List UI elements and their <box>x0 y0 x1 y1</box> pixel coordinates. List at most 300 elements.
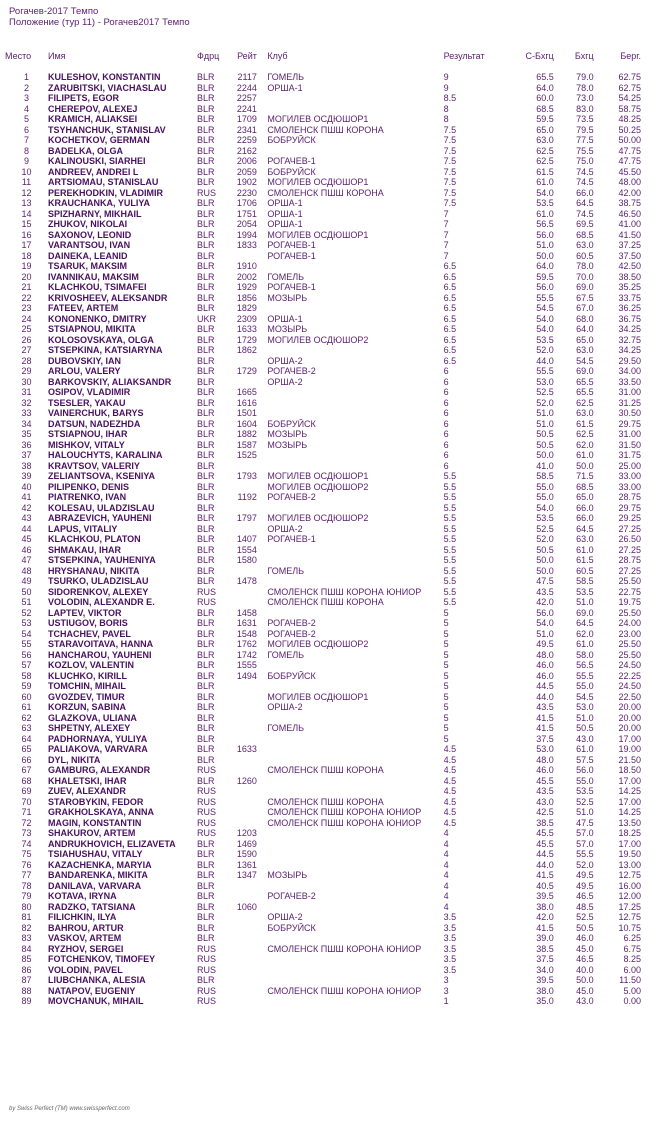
gap-cell <box>257 135 267 146</box>
place-cell: 57 <box>21 660 32 670</box>
cut-buchholz-cell: 51.0 <box>536 408 554 418</box>
buchholz-cell: 65.5 <box>576 376 594 387</box>
federation-cell: RUS <box>197 954 217 964</box>
name-cell: PILIPENKO, DENIS <box>48 481 130 492</box>
name-cell: VARANTSOU, IVAN <box>48 240 131 250</box>
score-cell: 6.5 <box>443 313 457 324</box>
name-cell: ZELIANTSOVA, KSENIYA <box>48 471 156 481</box>
table-row <box>5 93 641 104</box>
buchholz-cell: 58.5 <box>576 576 594 586</box>
rating-cell <box>232 461 257 472</box>
score-cell: 6 <box>443 460 449 471</box>
score-cell: 6.5 <box>443 355 457 366</box>
table-row <box>5 282 641 293</box>
table-row <box>5 597 641 608</box>
cut-buchholz-cell: 44.0 <box>536 859 554 870</box>
name-cell: KULESHOV, KONSTANTIN <box>48 72 161 82</box>
cut-buchholz-cell: 59.5 <box>536 271 554 282</box>
federation-cell: RUS <box>197 964 217 975</box>
buchholz-cell: 47.5 <box>576 817 594 828</box>
federation-cell: BLR <box>197 460 215 471</box>
federation-cell: BLR <box>197 607 215 618</box>
berger-cell: 31.00 <box>618 387 641 397</box>
cut-buchholz-cell: 51.0 <box>536 628 554 639</box>
gap-cell <box>257 891 267 902</box>
table-row <box>5 429 641 440</box>
gap-cell <box>257 734 267 745</box>
place-cell: 81 <box>21 912 32 922</box>
gap-cell <box>257 314 267 325</box>
cut-buchholz-cell: 50.5 <box>536 544 554 555</box>
column-header-name: Имя <box>48 51 66 61</box>
berger-cell: 20.00 <box>618 712 641 723</box>
place-cell: 80 <box>21 901 32 912</box>
place-cell: 56 <box>21 649 32 660</box>
rating-cell <box>232 755 257 766</box>
buchholz-cell: 79.5 <box>576 124 594 135</box>
berger-cell: 50.00 <box>618 135 641 145</box>
federation-cell: BLR <box>197 250 215 261</box>
federation-cell: BLR <box>197 324 215 334</box>
club-cell <box>267 146 443 157</box>
score-cell: 7.5 <box>443 177 457 187</box>
score-cell: 4 <box>443 838 449 849</box>
club-cell <box>267 608 443 619</box>
federation-cell: BLR <box>197 282 215 292</box>
rating-cell <box>232 702 257 713</box>
federation-cell: BLR <box>197 177 215 187</box>
buchholz-cell: 51.0 <box>576 597 594 607</box>
rating-cell <box>232 587 257 598</box>
name-cell: KALINOUSKI, SIARHEI <box>48 156 146 166</box>
table-row <box>5 912 641 923</box>
gap-cell <box>257 261 267 272</box>
buchholz-cell: 63.0 <box>576 240 594 250</box>
table-row <box>5 576 641 587</box>
table-row <box>5 671 641 682</box>
place-cell: 68 <box>21 775 32 786</box>
buchholz-cell: 61.0 <box>576 544 594 555</box>
federation-cell: BLR <box>197 565 215 576</box>
buchholz-cell: 61.0 <box>576 639 594 649</box>
federation-cell: BLR <box>197 397 215 408</box>
rating-cell: 2006 <box>236 156 257 166</box>
table-row <box>5 723 641 734</box>
club-cell: СМОЛЕНСК ПШШ КОРОНА ЮНИОР <box>267 817 422 828</box>
buchholz-cell: 52.0 <box>576 859 594 870</box>
federation-cell: BLR <box>197 240 215 250</box>
place-cell: 87 <box>21 975 32 985</box>
table-row <box>5 356 641 367</box>
score-cell: 4.5 <box>443 807 457 817</box>
buchholz-cell: 43.0 <box>576 733 594 744</box>
place-cell: 36 <box>21 439 32 450</box>
buchholz-cell: 69.5 <box>576 219 594 229</box>
score-cell: 7 <box>443 208 449 219</box>
score-cell: 5 <box>443 607 449 618</box>
federation-cell: BLR <box>197 712 215 723</box>
name-cell: FOTCHENKOV, TIMOFEY <box>48 954 156 964</box>
club-cell: ГОМЕЛЬ <box>267 271 305 282</box>
club-cell: МОГИЛЕВ ОСДЮШОР1 <box>267 114 369 124</box>
score-cell: 5 <box>443 691 449 702</box>
federation-cell: BLR <box>197 681 215 691</box>
berger-cell: 17.00 <box>618 733 641 744</box>
name-cell: DUBOVSKIY, IAN <box>48 355 122 366</box>
table-row <box>5 398 641 409</box>
cut-buchholz-cell: 38.0 <box>536 901 554 912</box>
rating-cell: 1929 <box>236 282 257 292</box>
cut-buchholz-cell: 45.5 <box>536 775 554 786</box>
federation-cell: BLR <box>197 534 215 544</box>
buchholz-cell: 55.5 <box>576 670 594 681</box>
rating-cell: 2309 <box>236 313 257 324</box>
rating-cell: 1856 <box>236 292 257 303</box>
berger-cell: 24.50 <box>618 660 641 670</box>
name-cell: TOMCHIN, MIHAIL <box>48 681 126 691</box>
buchholz-cell: 50.5 <box>576 723 594 733</box>
club-cell <box>267 786 443 797</box>
column-header-buchholz: Бхгц <box>574 51 594 61</box>
club-cell <box>267 965 443 976</box>
name-cell: MAGIN, KONSTANTIN <box>48 817 142 828</box>
cut-buchholz-cell: 54.0 <box>536 502 554 513</box>
club-cell <box>267 734 443 745</box>
gap-cell <box>257 114 267 125</box>
federation-cell: BLR <box>197 387 215 397</box>
cut-buchholz-cell: 53.0 <box>536 376 554 387</box>
berger-cell: 47.75 <box>618 156 641 166</box>
cut-buchholz-cell: 54.0 <box>536 324 554 334</box>
buchholz-cell: 49.5 <box>576 870 594 880</box>
federation-cell: RUS <box>197 996 217 1006</box>
club-cell <box>267 839 443 850</box>
score-cell: 3.5 <box>443 964 457 975</box>
score-cell: 3.5 <box>443 954 457 964</box>
table-row <box>5 177 641 188</box>
gap-cell <box>257 996 267 1007</box>
gap-cell <box>257 450 267 461</box>
gap-cell <box>257 146 267 157</box>
buchholz-cell: 56.0 <box>576 765 594 775</box>
cut-buchholz-cell: 44.0 <box>536 691 554 702</box>
federation-cell: RUS <box>197 586 217 597</box>
score-cell: 5 <box>443 628 449 639</box>
cut-buchholz-cell: 50.0 <box>536 565 554 576</box>
score-cell: 3.5 <box>443 943 457 954</box>
table-row <box>5 419 641 430</box>
club-cell: ОРША-1 <box>267 82 303 93</box>
table-row <box>5 545 641 556</box>
club-cell: РОГАЧЕВ-2 <box>267 618 316 628</box>
club-cell: СМОЛЕНСК ПШШ КОРОНА ЮНИОР <box>267 586 422 597</box>
buchholz-cell: 52.5 <box>576 912 594 922</box>
cut-buchholz-cell: 38.5 <box>536 817 554 828</box>
cut-buchholz-cell: 40.5 <box>536 880 554 891</box>
buchholz-cell: 66.0 <box>576 502 594 513</box>
club-cell <box>267 933 443 944</box>
club-cell: РОГАЧЕВ-1 <box>267 534 316 544</box>
score-cell: 3 <box>443 975 449 985</box>
name-cell: BAHROU, ARTUR <box>48 922 124 933</box>
cut-buchholz-cell: 42.5 <box>536 807 554 817</box>
place-cell: 12 <box>21 187 32 198</box>
gap-cell <box>257 240 267 251</box>
cut-buchholz-cell: 68.5 <box>536 103 554 114</box>
berger-cell: 19.75 <box>618 597 641 607</box>
club-cell: ОРША-2 <box>267 355 303 366</box>
table-row <box>5 450 641 461</box>
berger-cell: 6.75 <box>623 943 641 954</box>
berger-cell: 31.75 <box>618 450 641 460</box>
buchholz-cell: 63.0 <box>576 408 594 418</box>
cut-buchholz-cell: 55.5 <box>536 292 554 303</box>
score-cell: 4.5 <box>443 775 457 786</box>
score-cell: 5.5 <box>443 544 457 555</box>
score-cell: 6 <box>443 376 449 387</box>
club-cell: ГОМЕЛЬ <box>267 565 305 576</box>
rating-cell <box>232 524 257 535</box>
buchholz-cell: 61.5 <box>576 555 594 565</box>
gap-cell <box>257 387 267 398</box>
cut-buchholz-cell: 37.5 <box>536 954 554 964</box>
buchholz-cell: 66.0 <box>576 187 594 198</box>
federation-cell: BLR <box>197 933 215 943</box>
federation-cell: BLR <box>197 114 215 124</box>
berger-cell: 38.75 <box>618 198 641 208</box>
name-cell: PADHORNAYA, YULIYA <box>48 733 148 744</box>
score-cell: 7.5 <box>443 124 457 135</box>
name-cell: RADZKO, TATSIANA <box>48 901 136 912</box>
cut-buchholz-cell: 63.0 <box>536 135 554 145</box>
name-cell: DYL, NIKITA <box>48 754 101 765</box>
federation-cell: BLR <box>197 492 215 502</box>
gap-cell <box>257 167 267 178</box>
table-row <box>5 83 641 94</box>
score-cell: 6.5 <box>443 345 457 355</box>
name-cell: NATAPOV, EUGENIY <box>48 985 136 996</box>
berger-cell: 42.00 <box>618 187 641 198</box>
gap-cell <box>257 839 267 850</box>
rating-cell <box>232 597 257 608</box>
table-row <box>5 681 641 692</box>
club-cell: МОГИЛЕВ ОСДЮШОР1 <box>267 177 369 187</box>
score-cell: 6.5 <box>443 292 457 303</box>
federation-cell: BLR <box>197 135 215 145</box>
name-cell: CHEREPOV, ALEXEJ <box>48 103 138 114</box>
buchholz-cell: 79.0 <box>576 72 594 82</box>
score-cell: 5 <box>443 639 449 649</box>
club-cell: ГОМЕЛЬ <box>267 723 305 733</box>
gap-cell <box>257 944 267 955</box>
berger-cell: 36.75 <box>618 313 641 324</box>
place-cell: 63 <box>21 723 32 733</box>
cut-buchholz-cell: 38.0 <box>536 985 554 996</box>
gap-cell <box>257 671 267 682</box>
berger-cell: 46.50 <box>618 208 641 219</box>
rating-cell <box>232 965 257 976</box>
name-cell: GLAZKOVA, ULIANA <box>48 712 137 723</box>
table-row <box>5 587 641 598</box>
berger-cell: 33.00 <box>618 471 641 481</box>
buchholz-cell: 45.0 <box>576 985 594 996</box>
score-cell: 3.5 <box>443 912 457 922</box>
score-cell: 9 <box>443 72 449 82</box>
place-cell: 21 <box>21 282 32 292</box>
rating-cell <box>232 986 257 997</box>
rating-cell: 1742 <box>236 649 257 660</box>
gap-cell <box>257 797 267 808</box>
federation-cell: BLR <box>197 103 215 114</box>
federation-cell: BLR <box>197 660 215 670</box>
table-row <box>5 461 641 472</box>
place-cell: 55 <box>21 639 32 649</box>
name-cell: HANCHAROU, YAUHENI <box>48 649 152 660</box>
table-row <box>5 240 641 251</box>
name-cell: KOLOSOVSKAYA, OLGA <box>48 334 154 345</box>
berger-cell: 6.25 <box>623 933 641 943</box>
name-cell: FATEEV, ARTEM <box>48 303 119 313</box>
score-cell: 7.5 <box>443 135 457 145</box>
federation-cell: BLR <box>197 355 215 366</box>
cut-buchholz-cell: 50.5 <box>536 429 554 439</box>
berger-cell: 41.00 <box>618 219 641 229</box>
buchholz-cell: 74.5 <box>576 177 594 187</box>
place-cell: 51 <box>21 597 32 607</box>
federation-cell: BLR <box>197 166 215 177</box>
gap-cell <box>257 125 267 136</box>
federation-cell: BLR <box>197 481 215 492</box>
berger-cell: 32.75 <box>618 334 641 345</box>
gap-cell <box>257 650 267 661</box>
score-cell: 6 <box>443 429 449 439</box>
cut-buchholz-cell: 55.0 <box>536 492 554 502</box>
cut-buchholz-cell: 55.0 <box>536 481 554 492</box>
federation-cell: BLR <box>197 429 215 439</box>
club-cell: БОБРУЙСК <box>267 166 316 177</box>
place-cell: 17 <box>21 240 32 250</box>
name-cell: PALIAKOVA, VARVARA <box>48 744 148 754</box>
place-cell: 1 <box>24 72 30 82</box>
table-row <box>5 566 641 577</box>
name-cell: BANDARENKA, MIKITA <box>48 870 148 880</box>
name-cell: KOZLOV, VALENTIN <box>48 660 135 670</box>
rating-cell: 1665 <box>236 387 257 397</box>
cut-buchholz-cell: 59.5 <box>536 114 554 124</box>
buchholz-cell: 53.0 <box>576 702 594 712</box>
table-row <box>5 839 641 850</box>
buchholz-cell: 57.0 <box>576 838 594 849</box>
place-cell: 58 <box>21 670 32 681</box>
club-cell: МОЗЫРЬ <box>267 324 308 334</box>
gap-cell <box>257 597 267 608</box>
score-cell: 7.5 <box>443 198 457 208</box>
place-cell: 77 <box>21 870 32 880</box>
berger-cell: 31.50 <box>618 439 641 450</box>
gap-cell <box>257 440 267 451</box>
buchholz-cell: 63.0 <box>576 345 594 355</box>
rating-cell: 1501 <box>236 408 257 418</box>
rating-cell: 2054 <box>236 219 257 229</box>
berger-cell: 25.50 <box>618 639 641 649</box>
club-cell <box>267 996 443 1007</box>
cut-buchholz-cell: 55.5 <box>536 366 554 376</box>
gap-cell <box>257 324 267 335</box>
place-cell: 5 <box>24 114 30 124</box>
place-cell: 20 <box>21 271 32 282</box>
table-row <box>5 629 641 640</box>
table-row <box>5 408 641 419</box>
rating-cell: 1729 <box>236 366 257 376</box>
buchholz-cell: 61.0 <box>576 744 594 754</box>
score-cell: 5.5 <box>443 471 457 481</box>
buchholz-cell: 48.5 <box>576 901 594 912</box>
rating-cell <box>232 503 257 514</box>
berger-cell: 13.50 <box>618 817 641 828</box>
federation-cell: BLR <box>197 229 215 240</box>
cut-buchholz-cell: 41.5 <box>536 712 554 723</box>
rating-cell: 2162 <box>236 145 257 156</box>
name-cell: DAINEKA, LEANID <box>48 250 128 261</box>
buchholz-cell: 64.5 <box>576 523 594 534</box>
cut-buchholz-cell: 52.0 <box>536 397 554 408</box>
cut-buchholz-cell: 41.0 <box>536 460 554 471</box>
rating-cell: 1706 <box>236 198 257 208</box>
rating-cell <box>232 818 257 829</box>
name-cell: DANILAVA, VARVARA <box>48 880 142 891</box>
gap-cell <box>257 629 267 640</box>
cut-buchholz-cell: 44.5 <box>536 681 554 691</box>
club-cell <box>267 975 443 986</box>
berger-cell: 20.00 <box>618 723 641 733</box>
cut-buchholz-cell: 39.0 <box>536 933 554 943</box>
club-cell: РОГАЧЕВ-2 <box>267 891 316 901</box>
table-row <box>5 765 641 776</box>
club-cell <box>267 261 443 272</box>
cut-buchholz-cell: 54.0 <box>536 187 554 198</box>
table-row <box>5 104 641 115</box>
buchholz-cell: 61.0 <box>576 450 594 460</box>
place-cell: 8 <box>24 145 30 156</box>
berger-cell: 48.25 <box>618 114 641 124</box>
club-cell: РОГАЧЕВ-2 <box>267 366 316 376</box>
table-row <box>5 933 641 944</box>
rating-cell <box>232 765 257 776</box>
federation-cell: BLR <box>197 576 215 586</box>
rating-cell <box>232 807 257 818</box>
table-row <box>5 293 641 304</box>
gap-cell <box>257 377 267 388</box>
place-cell: 24 <box>21 313 32 324</box>
club-cell: МОГИЛЕВ ОСДЮШОР2 <box>267 639 369 649</box>
buchholz-cell: 57.5 <box>576 754 594 765</box>
table-row <box>5 849 641 860</box>
rating-cell: 1882 <box>236 429 257 439</box>
gap-cell <box>257 692 267 703</box>
federation-cell: BLR <box>197 733 215 744</box>
table-row <box>5 209 641 220</box>
place-cell: 2 <box>24 82 30 93</box>
name-cell: KOCHETKOV, GERMAN <box>48 135 150 145</box>
club-cell: ОРША-1 <box>267 219 303 229</box>
cut-buchholz-cell: 64.0 <box>536 82 554 93</box>
cut-buchholz-cell: 52.5 <box>536 523 554 534</box>
table-row <box>5 891 641 902</box>
place-cell: 22 <box>21 292 32 303</box>
gap-cell <box>257 366 267 377</box>
club-cell: МОЗЫРЬ <box>267 429 308 439</box>
federation-cell: BLR <box>197 471 215 481</box>
